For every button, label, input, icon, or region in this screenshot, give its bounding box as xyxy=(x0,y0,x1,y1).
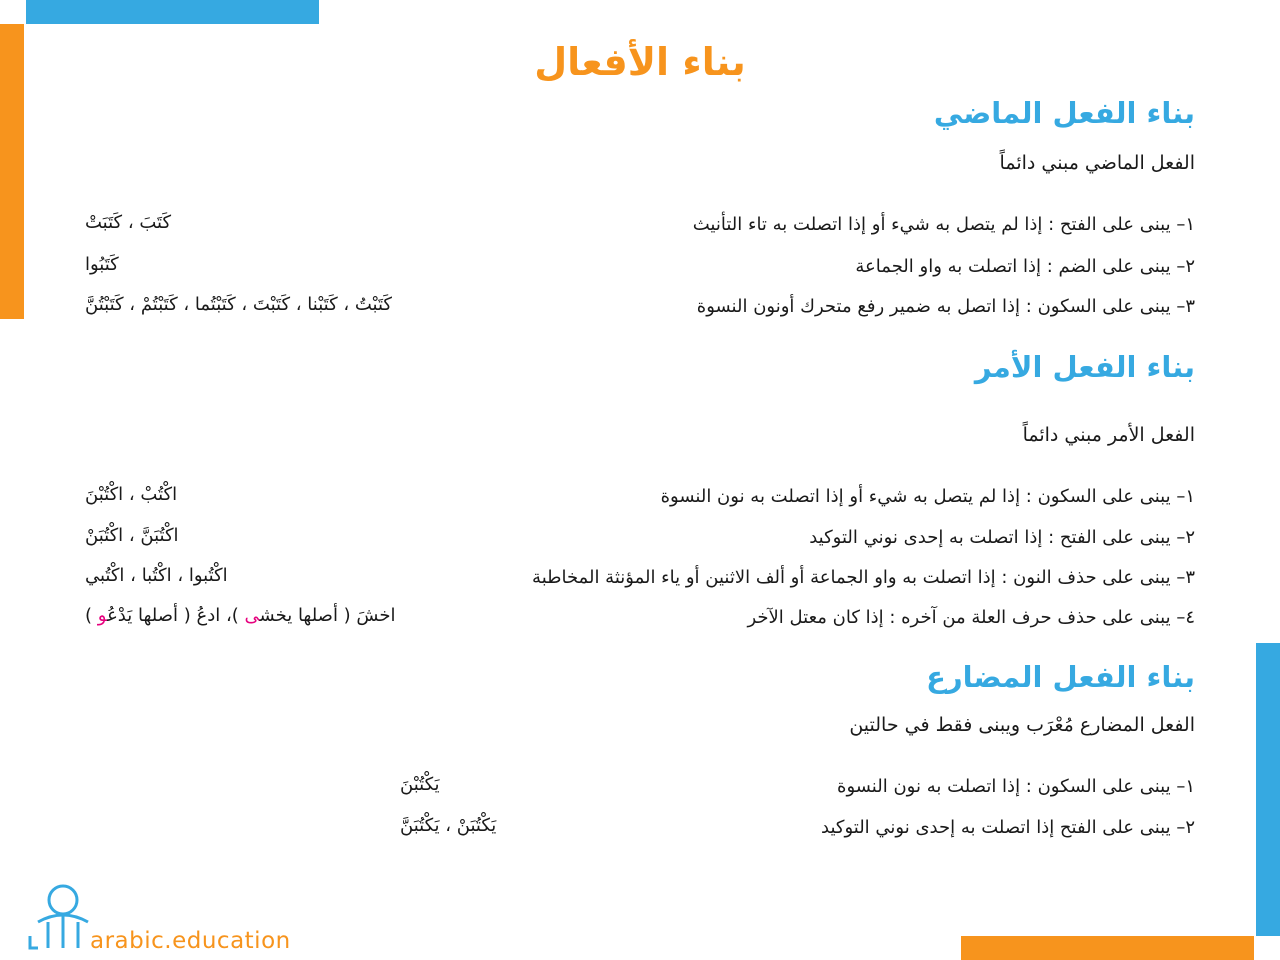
ex4-part-1: اخشَ ( أصلها يخش xyxy=(259,605,396,626)
past-intro: الفعل الماضي مبني دائماً xyxy=(999,152,1195,174)
past-rule-1: ١– يبنى على الفتح : إذا لم يتصل به شيء أو إذا اتصلت به تاء التأنيث xyxy=(692,214,1195,235)
imperative-example-2: اكْتُبَنَّ ، اكْتُبَنْ xyxy=(85,525,179,546)
imperative-example-3: اكْتُبوا ، اكْتُبا ، اكْتُبي xyxy=(85,565,228,586)
bottom-orange-bar xyxy=(961,936,1254,960)
logo-text: arabic.education xyxy=(90,928,291,954)
imperative-heading: بناء الفعل الأمر xyxy=(974,350,1195,384)
present-intro: الفعل المضارع مُعْرَب ويبنى فقط في حالتين xyxy=(849,714,1195,736)
ex4-part-3: ) xyxy=(85,605,98,626)
past-example-3: كَتَبْتُ ، كَتَبْنا ، كَتَبْتَ ، كَتَبْتُما ، كَتَبْتُمْ ، كَتَبْتُنَّ xyxy=(85,294,392,315)
page-title: بناء الأفعال xyxy=(534,40,746,84)
imperative-rule-3: ٣– يبنى على حذف النون : إذا اتصلت به واو الجماعة أو ألف الاثنين أو ياء المؤنثة المخاطبة xyxy=(532,567,1195,588)
present-example-1: يَكْتُبْنَ xyxy=(400,774,440,795)
past-heading: بناء الفعل الماضي xyxy=(933,96,1195,130)
past-example-1: كَتَبَ ، كَتَبَتْ xyxy=(85,212,172,233)
past-rule-2: ٢– يبنى على الضم : إذا اتصلت به واو الجماعة xyxy=(855,256,1195,277)
ex4-highlight-2: و xyxy=(97,605,108,626)
present-rule-1: ١– يبنى على السكون : إذا اتصلت به نون النسوة xyxy=(837,776,1195,797)
imperative-rule-4: ٤– يبنى على حذف حرف العلة من آخره : إذا كان معتل الآخر xyxy=(747,607,1195,628)
present-example-2: يَكْتُبَنْ ، يَكْتُبَنَّ xyxy=(400,815,497,836)
past-example-2: كَتَبُوا xyxy=(85,254,119,275)
imperative-intro: الفعل الأمر مبني دائماً xyxy=(1022,424,1195,446)
imperative-rule-1: ١– يبنى على السكون : إذا لم يتصل به شيء أو إذا اتصلت به نون النسوة xyxy=(660,486,1195,507)
present-heading: بناء الفعل المضارع xyxy=(926,660,1195,694)
imperative-example-1: اكْتُبْ ، اكْتُبْنَ xyxy=(85,484,178,505)
present-rule-2: ٢– يبنى على الفتح إذا اتصلت به إحدى نوني التوكيد xyxy=(821,817,1195,838)
ex4-highlight-1: ى xyxy=(244,605,260,626)
imperative-rule-2: ٢– يبنى على الفتح : إذا اتصلت به إحدى نوني التوكيد xyxy=(809,527,1195,548)
right-blue-bar xyxy=(1256,643,1280,936)
imperative-example-4 xyxy=(85,605,396,626)
past-rule-3: ٣– يبنى على السكون : إذا اتصل به ضمير رفع متحرك أونون النسوة xyxy=(696,296,1195,317)
ex4-part-2: )، ادعُ ( أصلها يَدْعُ xyxy=(107,605,245,626)
top-blue-bar xyxy=(26,0,319,24)
